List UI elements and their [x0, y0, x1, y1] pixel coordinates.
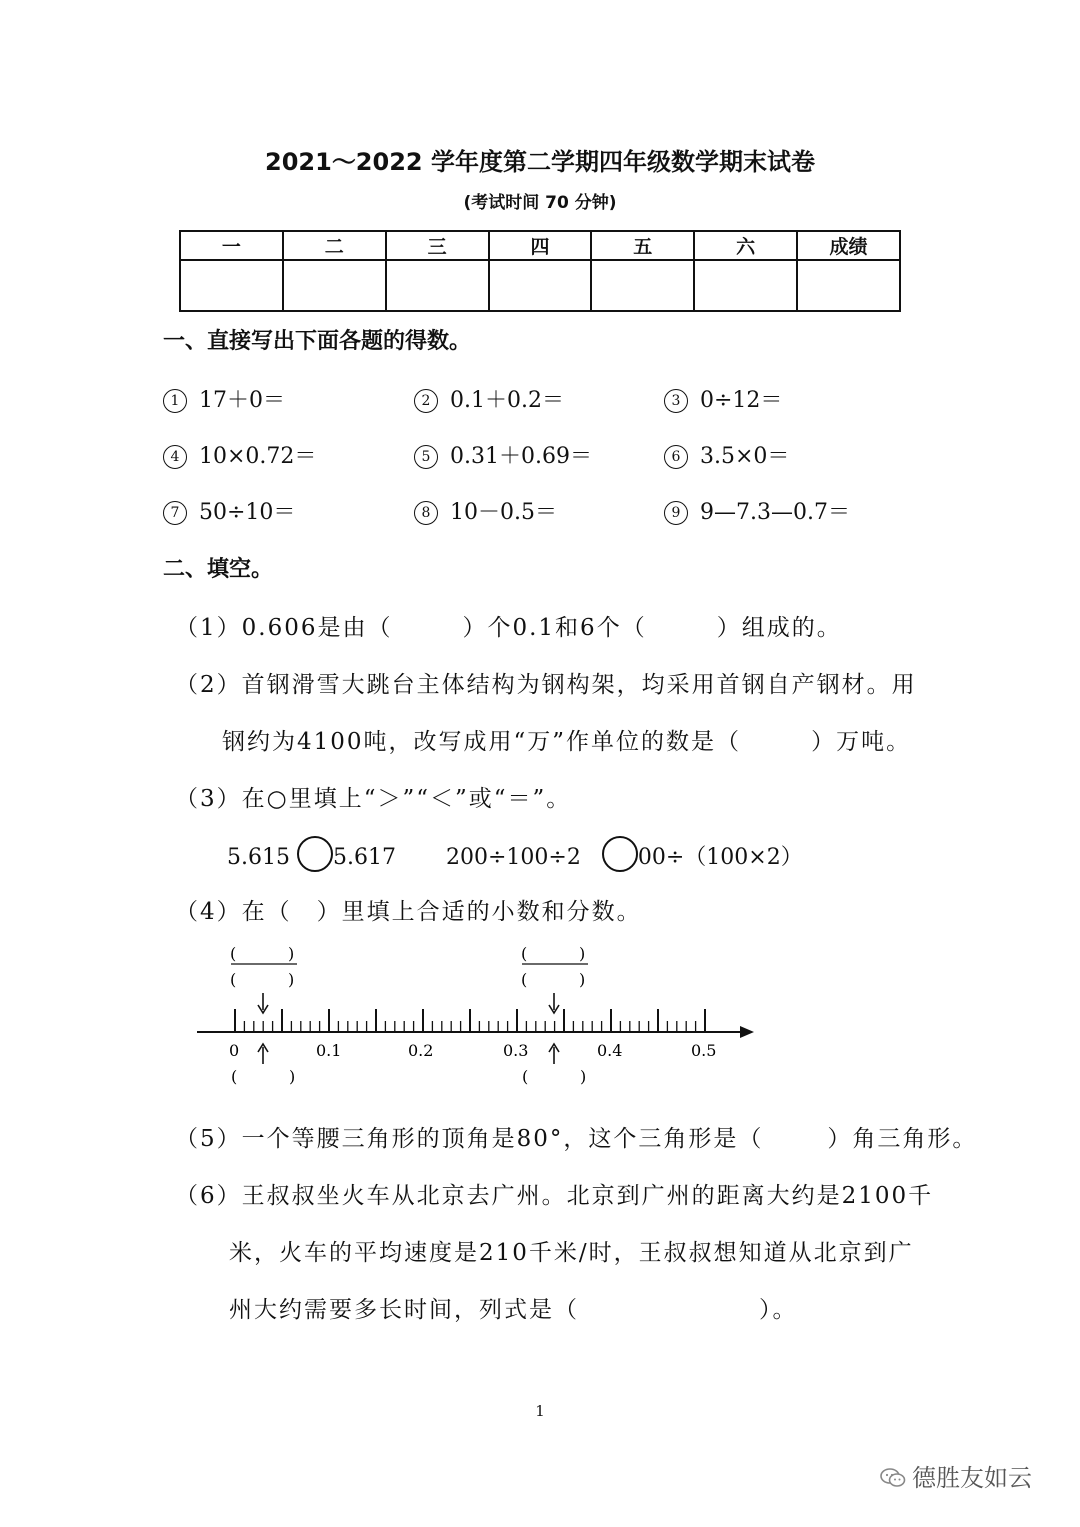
question-2-line-1: （2）首钢滑雪大跳台主体结构为钢构架，均采用首钢自产钢材。用: [175, 672, 917, 698]
calc-item: 7 50÷10＝: [163, 495, 295, 526]
exam-title: 2021～2022 学年度第二学期四年级数学期末试卷: [265, 148, 815, 176]
tick-label: 0: [229, 1041, 240, 1060]
score-table: [179, 230, 901, 312]
svg-text:): ): [288, 944, 295, 963]
svg-text:(: (: [522, 1067, 529, 1086]
tick-label: 0.1: [316, 1041, 342, 1060]
svg-text:): ): [288, 970, 295, 989]
question-2-line-2: 钢约为4100吨，改写成用“万”作单位的数是（ ）万吨。: [222, 729, 912, 755]
svg-text:(: (: [521, 970, 528, 989]
score-cell[interactable]: [797, 260, 900, 311]
compare-circle[interactable]: [297, 836, 333, 872]
question-6-line-3: 州大约需要多长时间，列式是（ ）。: [229, 1297, 798, 1323]
exam-duration: (考试时间 70 分钟): [463, 193, 617, 213]
compare-circle[interactable]: [602, 836, 638, 872]
tick-label: 0.2: [408, 1041, 434, 1060]
score-cell[interactable]: [489, 260, 592, 311]
decimal-blank[interactable]: [231, 1067, 295, 1086]
svg-text:): ): [579, 944, 586, 963]
score-cell[interactable]: [591, 260, 694, 311]
score-header: 六: [694, 231, 797, 260]
calc-item: 9 9—7.3—0.7＝: [664, 495, 850, 526]
score-header: 三: [386, 231, 489, 260]
wechat-icon: [880, 1467, 906, 1489]
calc-item: 1 17＋0＝: [163, 383, 285, 414]
section-1-heading: 一、直接写出下面各题的得数。: [163, 329, 472, 354]
calc-item: 6 3.5×0＝: [664, 439, 789, 470]
calc-item: 3 0÷12＝: [664, 383, 782, 414]
score-cell[interactable]: [283, 260, 386, 311]
question-6-line-1: （6）王叔叔坐火车从北京去广州。北京到广州的距离大约是2100千: [175, 1183, 934, 1209]
decimal-blank[interactable]: [522, 1067, 586, 1086]
score-header: 五: [591, 231, 694, 260]
question-3-line-1: （3）在○里填上“＞”“＜”或“＝”。: [175, 786, 572, 812]
compare-right: 200÷100÷2 00÷（100×2）: [446, 836, 803, 872]
calc-item: 8 10－0.5＝: [414, 495, 557, 526]
tick-label: 0.5: [691, 1041, 717, 1060]
calc-item: 2 0.1＋0.2＝: [414, 383, 564, 414]
score-header: 四: [489, 231, 592, 260]
number-line-ticks: [235, 1009, 705, 1032]
calc-item: 5 0.31＋0.69＝: [414, 439, 592, 470]
question-5: （5）一个等腰三角形的顶角是80°，这个三角形是（ ）角三角形。: [175, 1126, 978, 1152]
score-header: 成绩: [797, 231, 900, 260]
svg-text:(: (: [521, 944, 528, 963]
score-cell[interactable]: [180, 260, 283, 311]
tick-label: 0.4: [597, 1041, 623, 1060]
down-arrow-icon: [549, 993, 559, 1013]
section-2-heading: 二、填空。: [163, 557, 274, 582]
score-cell[interactable]: [386, 260, 489, 311]
axis-arrow-icon: [740, 1026, 754, 1038]
watermark: 德胜友如云: [880, 1458, 1032, 1493]
number-line-figure: [0, 935, 1080, 1095]
fraction-blank[interactable]: [521, 944, 588, 989]
question-1: （1）0.606是由（ ）个0.1和6个（ ）组成的。: [175, 615, 842, 641]
svg-text:(: (: [230, 970, 237, 989]
question-4-line-1: （4）在（ ）里填上合适的小数和分数。: [175, 899, 642, 925]
page-number: 1: [535, 1402, 545, 1420]
svg-text:): ): [579, 970, 586, 989]
svg-text:): ): [580, 1067, 587, 1086]
fraction-blank[interactable]: [230, 944, 297, 989]
down-arrow-icon: [258, 993, 268, 1013]
calc-item: 4 10×0.72＝: [163, 439, 316, 470]
svg-text:): ): [289, 1067, 296, 1086]
tick-label: 0.3: [503, 1041, 529, 1060]
question-6-line-2: 米，火车的平均速度是210千米/时，王叔叔想知道从北京到广: [229, 1240, 914, 1266]
up-arrow-icon: [258, 1044, 268, 1064]
compare-left: 5.615 5.617: [227, 836, 396, 872]
score-cell[interactable]: [694, 260, 797, 311]
svg-text:(: (: [230, 944, 237, 963]
svg-text:(: (: [231, 1067, 238, 1086]
up-arrow-icon: [549, 1044, 559, 1064]
score-header: 一: [180, 231, 283, 260]
score-header: 二: [283, 231, 386, 260]
